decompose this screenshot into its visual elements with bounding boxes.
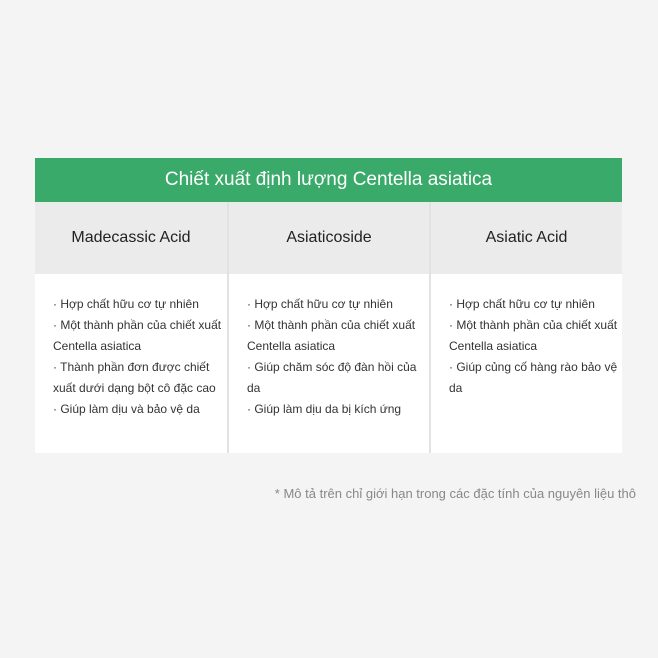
description-line: · Một thành phần của chiết xuất [53, 318, 222, 332]
description-line: · Giúp chăm sóc độ đàn hồi của da [247, 360, 417, 395]
ingredient-columns [35, 202, 622, 453]
table-title: Chiết xuất định lượng Centella asiatica [35, 158, 622, 202]
column-heading: Asiatic Acid [431, 202, 622, 274]
column-asiatic-acid [429, 202, 622, 453]
description-line: · Giúp làm dịu da bị kích ứng [247, 402, 402, 416]
column-heading: Madecassic Acid [35, 202, 227, 274]
description-line: · Giúp củng cố hàng rào bảo vệ da [449, 360, 618, 395]
description-line: · Thành phần đơn được chiết [53, 360, 210, 374]
description-line: Centella asiatica [53, 339, 142, 353]
column-asiaticoside [227, 202, 429, 453]
description-line: xuất dưới dạng bột cô đặc cao [53, 381, 216, 395]
description-line: · Hợp chất hữu cơ tự nhiên [449, 297, 595, 311]
ingredient-table [35, 158, 622, 453]
description-line: Centella asiatica [247, 339, 336, 353]
column-madecassic-acid [35, 202, 227, 453]
description-line: · Giúp làm dịu và bảo vệ da [53, 402, 200, 416]
description-line: · Một thành phần của chiết xuất [247, 318, 416, 332]
footnote: * Mô tả trên chỉ giới hạn trong các đặc tính của nguyên liệu thô [274, 486, 636, 501]
column-description [431, 274, 622, 399]
column-heading: Asiaticoside [229, 202, 429, 274]
column-description [229, 274, 429, 420]
description-line: · Một thành phần của chiết xuất [449, 318, 618, 332]
description-line: · Hợp chất hữu cơ tự nhiên [53, 297, 199, 311]
description-line: · Hợp chất hữu cơ tự nhiên [247, 297, 393, 311]
column-description [35, 274, 227, 420]
description-line: Centella asiatica [449, 339, 538, 353]
